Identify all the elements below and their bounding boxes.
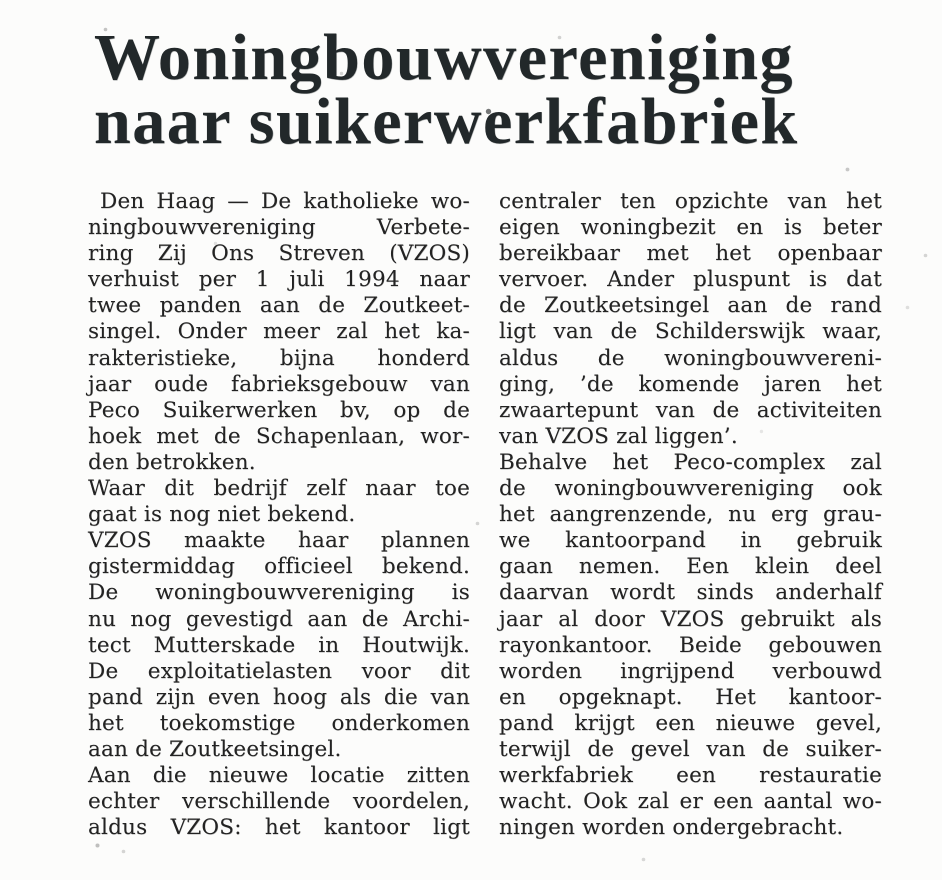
text-line: Waar dit bedrijf zelf naar toe: [88, 476, 470, 502]
text-line: pand zijn even hoog als die van: [88, 684, 470, 710]
text-line: wacht. Ook zal er een aantal wo-: [499, 789, 882, 815]
text-line: gaat is nog niet bekend.: [88, 502, 356, 528]
article-column-right: [499, 189, 882, 841]
headline-line-2: naar suikerwerkfabriek: [94, 85, 799, 158]
text-line: echter verschillende voordelen,: [88, 789, 470, 815]
text-line: terwijl de gevel van de suiker-: [499, 736, 882, 762]
headline-line-1: Woningbouwvereniging: [94, 21, 794, 94]
text-line: ging, ’de komende jaren het: [499, 371, 882, 397]
text-line: van VZOS zal liggen’.: [499, 423, 738, 449]
text-line: Den Haag — De katholieke wo-: [100, 189, 470, 214]
text-line: werkfabriek een restauratie: [499, 763, 882, 789]
text-line: ligt van de Schilderswijk waar,: [499, 319, 882, 345]
text-line: bereikbaar met het openbaar: [499, 241, 882, 267]
article-column-left: [88, 189, 470, 841]
text-line: De exploitatielasten voor dit: [88, 658, 470, 684]
text-line: VZOS maakte haar plannen: [88, 528, 470, 554]
text-line: De woningbouwvereniging is: [88, 580, 470, 606]
text-line: zwaartepunt van de activiteiten: [499, 397, 882, 423]
text-line: verhuist per 1 juli 1994 naar: [88, 267, 470, 293]
text-line: ring Zij Ons Streven (VZOS): [88, 241, 470, 267]
text-line: daarvan wordt sinds anderhalf: [499, 580, 882, 606]
text-line: rayonkantoor. Beide gebouwen: [499, 632, 882, 658]
text-line: jaar al door VZOS gebruikt als: [499, 606, 882, 632]
text-line: hoek met de Schapenlaan, wor-: [88, 423, 470, 449]
text-line: den betrokken.: [88, 449, 256, 475]
text-line: de woningbouwvereniging ook: [499, 476, 882, 502]
text-line: vervoer. Ander pluspunt is dat: [499, 267, 882, 293]
text-line: Peco Suikerwerken bv, op de: [88, 397, 470, 423]
text-line: de Zoutkeetsingel aan de rand: [499, 293, 882, 319]
text-line: het toekomstige onderkomen: [88, 710, 470, 736]
text-line: we kantoorpand in gebruik: [499, 528, 882, 554]
text-line: het aangrenzende, nu erg grau-: [499, 502, 882, 528]
text-line: nu nog gevestigd aan de Archi-: [88, 606, 470, 632]
text-line: ningbouwvereniging Verbete-: [88, 215, 470, 241]
text-line: pand krijgt een nieuwe gevel,: [499, 710, 882, 736]
scan-noise-specks: [0, 0, 3, 3]
text-line: gistermiddag officieel bekend.: [88, 554, 470, 580]
text-line: eigen woningbezit en is beter: [499, 215, 882, 241]
text-line: centraler ten opzichte van het: [499, 189, 882, 214]
text-line: singel. Onder meer zal het ka-: [88, 319, 470, 345]
text-line: twee panden aan de Zoutkeet-: [88, 293, 470, 319]
text-line: aldus VZOS: het kantoor ligt: [88, 815, 470, 841]
text-line: rakteristieke, bijna honderd: [88, 345, 470, 371]
text-line: en opgeknapt. Het kantoor-: [499, 684, 882, 710]
text-line: Aan die nieuwe locatie zitten: [88, 763, 470, 789]
text-line: aldus de woningbouwvereni-: [499, 345, 882, 371]
text-line: ningen worden ondergebracht.: [499, 815, 844, 841]
text-line: gaan nemen. Een klein deel: [499, 554, 882, 580]
article-headline: [94, 21, 799, 158]
text-line: aan de Zoutkeetsingel.: [88, 736, 342, 762]
text-line: jaar oude fabrieksgebouw van: [88, 371, 470, 397]
text-line: worden ingrijpend verbouwd: [499, 658, 882, 684]
text-line: Behalve het Peco-complex zal: [499, 449, 882, 475]
text-line: tect Mutterskade in Houtwijk.: [88, 632, 470, 658]
